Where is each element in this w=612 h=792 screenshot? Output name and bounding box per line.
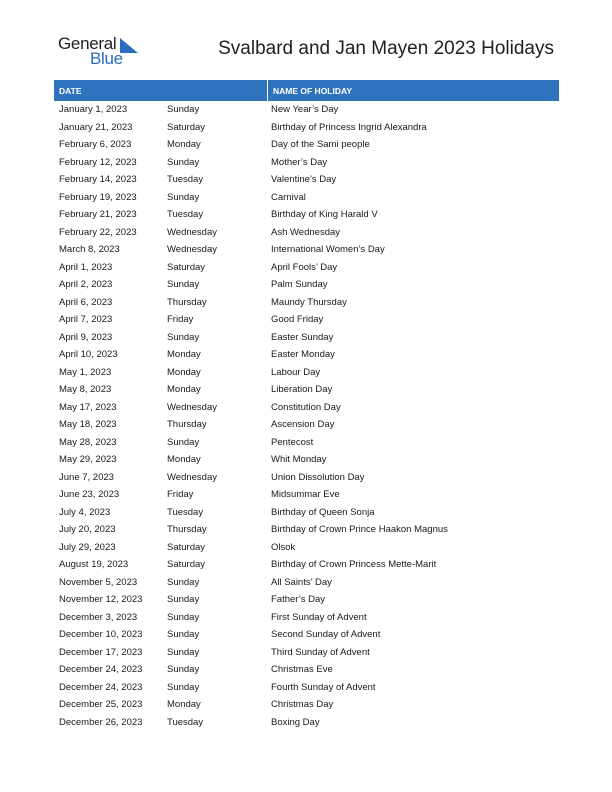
holiday-weekday: Tuesday [167, 209, 204, 221]
holiday-date: March 8, 2023 [59, 244, 120, 256]
holiday-date: April 10, 2023 [59, 349, 118, 361]
holiday-name: International Women’s Day [271, 244, 385, 256]
header-date: DATE [54, 80, 268, 101]
holiday-weekday: Wednesday [167, 226, 217, 238]
table-row [54, 364, 559, 382]
holiday-name: All Saints’ Day [271, 576, 332, 588]
table-row [54, 154, 559, 172]
holiday-name: Good Friday [271, 314, 324, 326]
holiday-weekday: Sunday [167, 594, 200, 606]
logo-text-general: General [58, 34, 117, 53]
holiday-date: May 29, 2023 [59, 454, 117, 466]
table-row [54, 504, 559, 522]
holiday-weekday: Saturday [167, 541, 206, 553]
table-row [54, 434, 559, 452]
holiday-name: Mother’s Day [271, 156, 328, 168]
holiday-date: February 6, 2023 [59, 139, 132, 151]
holiday-date: December 26, 2023 [59, 716, 143, 728]
holiday-date: May 28, 2023 [59, 436, 117, 448]
holiday-name: Olsok [271, 541, 296, 553]
holiday-date: June 7, 2023 [59, 471, 114, 483]
holiday-name: Palm Sunday [271, 279, 328, 291]
holiday-name: Second Sunday of Advent [271, 629, 381, 641]
holiday-date: May 18, 2023 [59, 419, 117, 431]
holiday-weekday: Monday [167, 454, 201, 466]
holiday-date: April 2, 2023 [59, 279, 113, 291]
holiday-date: February 19, 2023 [59, 191, 137, 203]
table-row [54, 469, 559, 487]
holiday-name: Ascension Day [271, 419, 335, 431]
logo-text-blue: Blue [90, 49, 123, 68]
holiday-name: April Fools’ Day [271, 261, 338, 273]
table-row [54, 381, 559, 399]
holiday-date: December 17, 2023 [59, 646, 143, 658]
table-row [54, 416, 559, 434]
table-row [54, 591, 559, 609]
holiday-name: Third Sunday of Advent [271, 646, 370, 658]
table-row [54, 294, 559, 312]
holiday-name: Birthday of Crown Princess Mette-Marit [271, 559, 437, 571]
table-row [54, 679, 559, 697]
table-row [54, 661, 559, 679]
holiday-weekday: Sunday [167, 664, 200, 676]
holiday-date: December 25, 2023 [59, 699, 143, 711]
holiday-name: Whit Monday [271, 454, 327, 466]
holiday-date: November 5, 2023 [59, 576, 138, 588]
holiday-weekday: Thursday [167, 419, 207, 431]
holiday-date: May 1, 2023 [59, 366, 112, 378]
holiday-date: February 21, 2023 [59, 209, 137, 221]
holiday-name: Birthday of Princess Ingrid Alexandra [271, 121, 427, 133]
holiday-weekday: Wednesday [167, 471, 217, 483]
table-row [54, 329, 559, 347]
holiday-weekday: Friday [167, 489, 194, 501]
holiday-weekday: Tuesday [167, 174, 204, 186]
holiday-date: January 1, 2023 [59, 104, 128, 116]
holiday-weekday: Sunday [167, 681, 200, 693]
holiday-date: June 23, 2023 [59, 489, 120, 501]
holiday-weekday: Monday [167, 699, 201, 711]
holiday-weekday: Sunday [167, 279, 200, 291]
holiday-weekday: Sunday [167, 156, 200, 168]
page-title: Svalbard and Jan Mayen 2023 Holidays [218, 38, 554, 59]
holiday-date: November 12, 2023 [59, 594, 143, 606]
table-row [54, 521, 559, 539]
holiday-weekday: Monday [167, 366, 201, 378]
holiday-name: Christmas Day [271, 699, 334, 711]
holiday-name: First Sunday of Advent [271, 611, 367, 623]
holiday-name: Liberation Day [271, 384, 333, 396]
holiday-weekday: Sunday [167, 646, 200, 658]
holiday-weekday: Sunday [167, 331, 200, 343]
holiday-name: New Year’s Day [271, 104, 339, 116]
holiday-weekday: Wednesday [167, 401, 217, 413]
table-row [54, 644, 559, 662]
table-row [54, 136, 559, 154]
holiday-name: Day of the Sami people [271, 139, 370, 151]
table-row [54, 609, 559, 627]
holiday-weekday: Saturday [167, 121, 206, 133]
holiday-name: Constitution Day [271, 401, 341, 413]
holiday-date: July 4, 2023 [59, 506, 111, 518]
table-row [54, 241, 559, 259]
generalblue-logo [58, 34, 148, 68]
holiday-name: Easter Monday [271, 349, 335, 361]
holiday-weekday: Saturday [167, 261, 206, 273]
holiday-name: Easter Sunday [271, 331, 334, 343]
holiday-date: May 8, 2023 [59, 384, 112, 396]
holiday-name: Maundy Thursday [271, 296, 347, 308]
holiday-date: August 19, 2023 [59, 559, 129, 571]
table-row [54, 189, 559, 207]
table-row [54, 399, 559, 417]
holiday-weekday: Sunday [167, 576, 200, 588]
holiday-weekday: Sunday [167, 611, 200, 623]
table-row [54, 696, 559, 714]
holiday-date: December 24, 2023 [59, 664, 143, 676]
table-row [54, 486, 559, 504]
holiday-name: Birthday of King Harald V [271, 209, 378, 221]
holiday-weekday: Sunday [167, 191, 200, 203]
holiday-date: December 24, 2023 [59, 681, 143, 693]
holiday-weekday: Sunday [167, 629, 200, 641]
table-row [54, 346, 559, 364]
holiday-name: Labour Day [271, 366, 321, 378]
holiday-weekday: Tuesday [167, 716, 204, 728]
holiday-weekday: Monday [167, 139, 201, 151]
holiday-weekday: Sunday [167, 436, 200, 448]
holiday-name: Valentine’s Day [271, 174, 337, 186]
table-header [54, 80, 559, 101]
holiday-date: December 3, 2023 [59, 611, 138, 623]
table-row [54, 101, 559, 119]
holiday-date: July 29, 2023 [59, 541, 116, 553]
table-row [54, 259, 559, 277]
holiday-name: Union Dissolution Day [271, 471, 365, 483]
holiday-date: February 12, 2023 [59, 156, 137, 168]
table-row [54, 311, 559, 329]
holiday-name: Father’s Day [271, 594, 326, 606]
holiday-table [54, 80, 559, 731]
table-row [54, 171, 559, 189]
table-row [54, 276, 559, 294]
holiday-weekday: Monday [167, 384, 201, 396]
holiday-weekday: Thursday [167, 296, 207, 308]
table-row [54, 574, 559, 592]
table-row [54, 714, 559, 732]
holiday-date: July 20, 2023 [59, 524, 116, 536]
holiday-date: February 14, 2023 [59, 174, 137, 186]
holiday-weekday: Saturday [167, 559, 206, 571]
table-row [54, 626, 559, 644]
holiday-name: Birthday of Crown Prince Haakon Magnus [271, 524, 448, 536]
holiday-date: February 22, 2023 [59, 226, 137, 238]
table-body [54, 101, 559, 731]
holiday-name: Pentecost [271, 436, 314, 448]
holiday-weekday: Thursday [167, 524, 207, 536]
holiday-date: May 17, 2023 [59, 401, 117, 413]
table-row [54, 224, 559, 242]
holiday-name: Ash Wednesday [271, 226, 341, 238]
holiday-weekday: Friday [167, 314, 194, 326]
holiday-date: April 1, 2023 [59, 261, 113, 273]
holiday-name: Birthday of Queen Sonja [271, 506, 375, 518]
holiday-name: Carnival [271, 191, 306, 203]
table-row [54, 119, 559, 137]
holiday-date: April 9, 2023 [59, 331, 113, 343]
holiday-name: Boxing Day [271, 716, 320, 728]
holiday-name: Fourth Sunday of Advent [271, 681, 376, 693]
holiday-weekday: Tuesday [167, 506, 204, 518]
table-row [54, 539, 559, 557]
header-holiday-name: NAME OF HOLIDAY [273, 85, 353, 96]
holiday-name: Midsummar Eve [271, 489, 340, 501]
holiday-weekday: Wednesday [167, 244, 217, 256]
holiday-name: Christmas Eve [271, 664, 333, 676]
table-row [54, 556, 559, 574]
holiday-date: April 6, 2023 [59, 296, 113, 308]
holiday-weekday: Monday [167, 349, 201, 361]
holiday-date: January 21, 2023 [59, 121, 133, 133]
holiday-date: December 10, 2023 [59, 629, 143, 641]
holiday-date: April 7, 2023 [59, 314, 113, 326]
table-row [54, 206, 559, 224]
holiday-weekday: Sunday [167, 104, 200, 116]
table-row [54, 451, 559, 469]
